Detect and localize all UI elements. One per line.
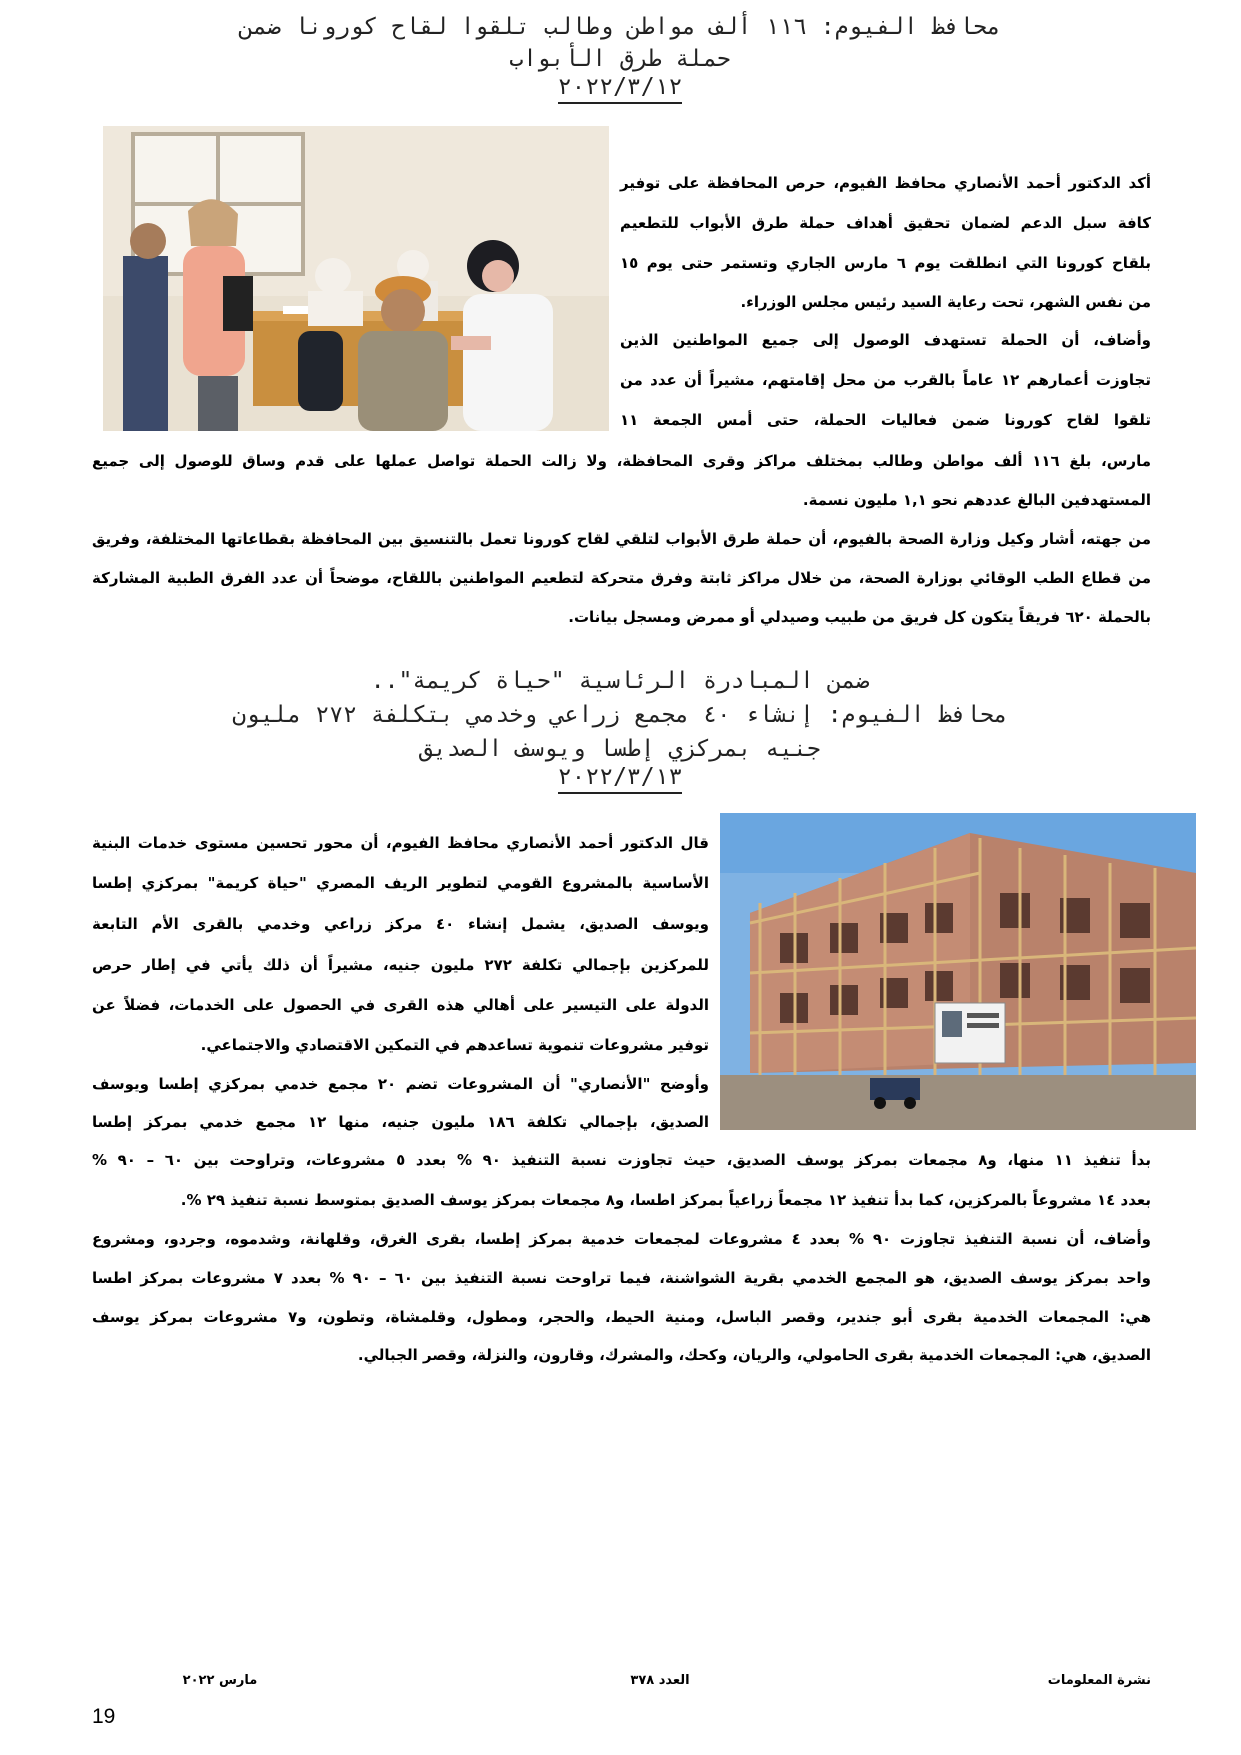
article2-line-2: الأساسية بالمشروع القومي لتطوير الريف المصري "حياة كريمة" بمركزي إطسا [92,874,709,892]
article2-headline-line3: جنيه بمركزي إطسا ويوسف الصديق [419,736,821,762]
article1-headline-line1: محافظ الفيوم: ١١٦ ألف مواطن وطالب تلقوا لقاح كورونا ضمن [239,14,1001,40]
article1-line-6: تجاوزت أعمارهم ١٢ عاماً بالقرب من محل إقامتهم، مشيراً أن عدد من [620,371,1151,389]
article2-line-1: قال الدكتور أحمد الأنصاري محافظ الفيوم، أن محور تحسين مستوى خدمات البنية [92,834,709,852]
article1-line-3: بلقاح كورونا التي انطلقت يوم ٦ مارس الجاري وتستمر حتى يوم ١٥ [620,254,1151,272]
article2-line-3: ويوسف الصديق، يشمل إنشاء ٤٠ مركز زراعي وخدمي بالقرى الأم التابعة [92,915,709,933]
article1-line-9: المستهدفين البالغ عددهم نحو ١,١ مليون نسمة. [802,491,1151,509]
article2-headline-line2: محافظ الفيوم: إنشاء ٤٠ مجمع زراعي وخدمي بتكلفة ٢٧٢ مليون [232,702,1008,728]
article2-line-14: الصديق، هي: المجمعات الخدمية بقرى الحامولي، والريان، وكحك، والمشرك، وقارون، والنزلة، وقصر الجبالي. [357,1346,1151,1364]
article2-line-7: وأوضح "الأنصاري" أن المشروعات تضم ٢٠ مجمع خدمي بمركزي إطسا ويوسف [92,1075,709,1093]
article1-date-text: ٢٠٢٢/٣/١٢ [558,74,683,104]
article2-line-6: توفير مشروعات تنموية تساعدهم في التمكين الاقتصادي والاجتماعي. [200,1036,709,1054]
article1-line-2: كافة سبل الدعم لضمان تحقيق أهداف حملة طرق الأبواب للتطعيم [620,214,1151,232]
article2-line-9: بدأ تنفيذ ١١ منها، و٨ مجمعات بمركز يوسف الصديق، حيث تجاوزت نسبة التنفيذ ٩٠ % بعدد ٥ مشروعات، وتراوحت بين ٦٠ – ٩٠ % [92,1151,1151,1169]
vaccination-photo [103,126,609,431]
article2-line-12: واحد بمركز يوسف الصديق، هو المجمع الخدمي بقرية الشواشنة، فيما تراوحت نسبة التنفيذ بين ٦٠ – ٩٠ % بعدد ٧ مشروعات بمركز اطسا [92,1269,1151,1287]
article1-line-8: مارس، بلغ ١١٦ ألف مواطن وطالب بمختلف مراكز وقرى المحافظة، ولا زالت الحملة تواصل عملها على قدم وساق للوصول إلى جميع [92,452,1151,470]
article1-line-12: بالحملة ٦٢٠ فريقاً يتكون كل فريق من طبيب وصيدلي أو ممرض ومسجل بيانات. [568,608,1151,626]
footer-issue: العدد ٣٧٨ [630,1673,690,1688]
article2-line-13: هي: المجمعات الخدمية بقرى أبو جندير، وقصر الباسل، ومنية الحيط، والحجر، ومطول، وقلمشاة، وتطون، و٧ مشروعات بمركز يوسف [92,1308,1151,1326]
page-number: 19 [92,1705,116,1728]
article2-line-8: الصديق، بإجمالي تكلفة ١٨٦ مليون جنيه، منها ١٢ مجمع خدمي بمركز إطسا [92,1113,709,1131]
construction-photo [720,813,1196,1130]
article2-line-11: وأضاف، أن نسبة التنفيذ تجاوزت ٩٠ % بعدد ٤ مشروعات لمجمعات خدمية بمركز إطسا، بقرى الغرق، وقلهانة، وشدموه، وجردو، ومشروع [92,1230,1151,1248]
article2-headline-line1: ضمن المبادرة الرئاسية "حياة كريمة".. [370,668,870,694]
vaccination-scene-image [103,126,609,431]
article2-line-4: للمركزين بإجمالي تكلفة ٢٧٢ مليون جنيه، مشيراً أن ذلك يأتي في إطار حرص [92,956,709,974]
article1-line-4: من نفس الشهر، تحت رعاية السيد رئيس مجلس الوزراء. [740,293,1151,311]
footer-publication: نشرة المعلومات [1047,1673,1151,1688]
article1-line-1: أكد الدكتور أحمد الأنصاري محافظ الفيوم، حرص المحافظة على توفير [620,174,1151,192]
footer-month: مارس ٢٠٢٢ [182,1673,258,1688]
article2-date-text: ٢٠٢٢/٣/١٣ [558,764,683,794]
article2-line-5: الدولة على التيسير على أهالي هذه القرى في الحصول على الخدمات، فضلاً عن [92,996,709,1014]
article1-line-5: وأضاف، أن الحملة تستهدف الوصول إلى جميع المواطنين الذين [620,331,1151,349]
article1-line-10: من جهته، أشار وكيل وزارة الصحة بالفيوم، أن حملة طرق الأبواب لتلقي لقاح كورونا تعمل بالتنسيق بين المحافظة بقطاعاتها المختلفة، وفريق [92,530,1151,548]
article1-line-7: تلقوا لقاح كورونا ضمن فعاليات الحملة، حتى أمس الجمعة ١١ [620,411,1151,429]
article1-line-11: من قطاع الطب الوقائي بوزارة الصحة، من خلال مراكز ثابتة وفرق متحركة لتطعيم المواطنين باللقاح، موضحاً أن عدد الفرق الطبية المشاركة [92,569,1151,587]
article2-line-10: بعدد ١٤ مشروعاً بالمركزين، كما بدأ تنفيذ ١٢ مجمعاً زراعياً بمركز اطسا، و٨ مجمعات بمركز يوسف الصديق بمتوسط نسبة تنفيذ ٢٩ %. [180,1191,1151,1209]
construction-scene-image [720,813,1196,1130]
article1-date [470,74,770,104]
article1-headline-line2: حملة طرق الأبواب [509,46,731,72]
article2-date [470,764,770,794]
